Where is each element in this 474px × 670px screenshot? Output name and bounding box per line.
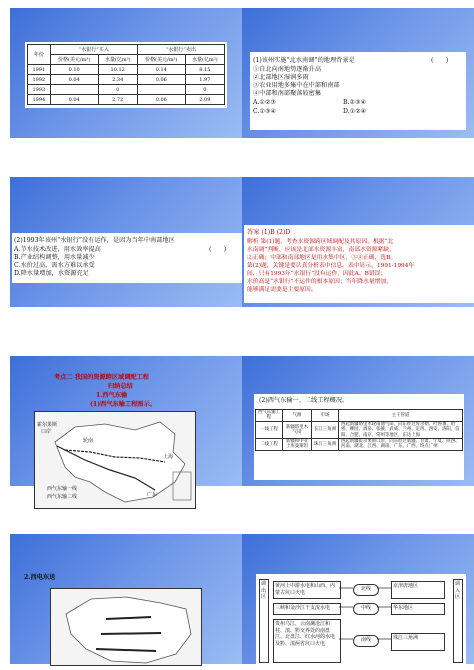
- channel-north: 北线: [353, 584, 379, 596]
- table-subheader: 水量(亿m³): [98, 55, 137, 65]
- analysis-line: 间，只有1993年“水银行”没有运作，因此A、B错误；: [247, 271, 387, 277]
- slide6-title-panel: [254, 394, 464, 408]
- table-cell: 0.14: [137, 65, 185, 75]
- point-heading: 1.西气东输: [96, 392, 128, 399]
- table-header-year: 年份: [28, 45, 51, 65]
- table-header: 气源: [283, 410, 312, 422]
- analysis-line: 第(2)题，关键是要认真分析表中信息。表中显示，1991-1994年: [247, 263, 415, 269]
- option-d: D.降水量增加，水资源充足: [14, 270, 89, 277]
- table-row: [28, 85, 225, 95]
- table-cell: 0.04: [50, 75, 98, 85]
- slide-3: [10, 177, 242, 307]
- point-subheading: (1)西气东输工程图示。: [90, 401, 156, 408]
- answer-bracket: ( ): [431, 57, 449, 64]
- table-cell: 1994: [28, 95, 51, 105]
- table-cell: 8.15: [185, 65, 224, 75]
- source-box-north: 黄河上中游水电和山西、内蒙古坑口火电: [273, 581, 341, 599]
- gas-pipeline-table-panel: [254, 408, 464, 480]
- option-a: A.①②③: [253, 99, 277, 106]
- statement-item: ④中部和南部聚落较密集: [253, 90, 322, 97]
- table-subheader: 价格(美元/m³): [50, 55, 98, 65]
- map-label: 上海: [163, 454, 174, 460]
- question-2-stem: (2)1993年该州“水银行”没有运作，是因为当年中南部地区: [14, 237, 175, 244]
- table-cell: 1992: [28, 75, 51, 85]
- source-box-middle: 三峡和金沙江干支流水电: [273, 603, 341, 615]
- question-1-stem: (1)该州实施“北水南调”的地理背景是: [253, 57, 355, 64]
- channel-south: 南线: [353, 635, 379, 647]
- slide-1: [10, 8, 242, 138]
- option-c: C.水价过高，需水方难以承受: [14, 262, 95, 269]
- map-label: 霍尔果斯: [37, 422, 58, 428]
- table-header: 西气东输工程: [256, 410, 283, 422]
- power-map-illustration: [51, 589, 201, 665]
- table-cell: 0.10: [50, 65, 98, 75]
- import-region-label: 调入区: [453, 579, 463, 663]
- analysis-line: ②正确；中部和南部地区是用水集中区，③④正确，选B。: [247, 255, 397, 261]
- option-d: D.①②④: [343, 108, 367, 115]
- slide-5: [10, 356, 242, 500]
- table-cell: 0: [185, 85, 224, 95]
- map-label: 口岸: [41, 429, 52, 435]
- table-cell: 二线工程: [256, 439, 283, 451]
- table-cell: 珠江三角洲: [312, 439, 339, 451]
- question-1-panel: [250, 52, 466, 130]
- table-cell: 2.34: [98, 75, 137, 85]
- table-row: [28, 65, 225, 75]
- table-header: 主干管道: [339, 410, 463, 422]
- slide7-title: 2.西电东送: [24, 574, 56, 581]
- west-east-power-map: [50, 588, 202, 666]
- statement-item: ②北部地区湿润多雨: [253, 74, 309, 81]
- slide-7: [10, 534, 242, 664]
- target-south: 珠江三角洲: [391, 633, 445, 651]
- option-b: B.产业结构调整，用水量减少: [14, 254, 95, 261]
- table-cell: [137, 85, 185, 95]
- slide-8: [242, 534, 474, 664]
- table-cell: 2.72: [98, 95, 137, 105]
- table-cell: 0.04: [50, 95, 98, 105]
- table-cell: 一线工程: [256, 421, 283, 438]
- statement-item: ①自北向南地势逐渐升高: [253, 66, 322, 73]
- statement-item: ③农业用地多集中在中部和南部: [253, 82, 340, 89]
- gas-pipeline-table: [255, 409, 463, 451]
- table-cell: [50, 85, 98, 95]
- table-cell: 0: [98, 85, 137, 95]
- table-cell: 0.06: [137, 75, 185, 85]
- analysis-line: 水南调”判断，应该是北部水资源丰富，南部水资源紧缺，: [247, 247, 395, 253]
- section-title: 考点二 我国的资源跨区域调配工程: [54, 374, 149, 381]
- table-header-sell: “水银行”卖出: [137, 45, 224, 55]
- table-cell: 长江三角洲: [312, 421, 339, 438]
- water-bank-table-panel: [25, 42, 227, 108]
- analysis-line: 能够满足需要是主要原因。: [247, 287, 317, 293]
- table-cell: 10.12: [98, 65, 137, 75]
- slide-4: [242, 177, 474, 307]
- summary-heading: 归纳总结: [108, 383, 133, 390]
- table-subheader: 价格(美元/m³): [137, 55, 185, 65]
- water-bank-table: [27, 44, 225, 105]
- target-north: 京津唐地区: [391, 581, 445, 599]
- table-cell: 2.09: [185, 95, 224, 105]
- table-cell: 新疆和中亚土库曼斯坦: [283, 439, 312, 451]
- analysis-line: 解析 第(1)题，考查水资源跨区域调配及其原因。根据“北: [247, 239, 394, 245]
- power-flow-diagram: [256, 574, 466, 666]
- slide-2: [242, 8, 474, 138]
- source-box-south: 贵州乌江，云南澜沧江和桂、滇、黔交界处的南盘江、北盘江、红水河的水电及黔、滇两省坑口火电: [273, 619, 341, 663]
- channel-middle: 中线: [353, 603, 379, 615]
- export-region-label: 调出区: [259, 579, 269, 663]
- target-middle: 华东地区: [391, 603, 445, 615]
- legend-line-2: 西气东输二线: [47, 494, 78, 500]
- table-cell: 0.06: [137, 95, 185, 105]
- table-header-buy: “水银行”买入: [50, 45, 137, 55]
- answer-panel: [244, 225, 474, 303]
- table-cell: 新疆塔里木气田: [283, 421, 312, 438]
- question-2-panel: [12, 233, 242, 283]
- table-header: 市场: [312, 410, 339, 422]
- option-a: A.节水技术改进，用水效率提高: [14, 246, 101, 253]
- map-label: 轮南: [83, 438, 94, 444]
- table-row: [28, 95, 225, 105]
- table-cell: 1.97: [185, 75, 224, 85]
- table-cell: 1991: [28, 65, 51, 75]
- slide-6: [242, 356, 474, 486]
- analysis-line: 水价高是“水银行”不运作的根本原因；当年降水量增加，: [247, 279, 393, 285]
- slide6-title: (2)西气东输一、二线工程概况。: [259, 397, 349, 404]
- table-cell: 1993: [28, 85, 51, 95]
- option-c: C.①③④: [253, 108, 277, 115]
- table-cell: 西起新疆霍尔果斯口岸，向东经过新疆、甘肃、宁夏、陕西、河南、湖北、江西、湖南、广东、广西，终点广州: [339, 439, 463, 451]
- answer-line: 答案 (1)B (2)D: [247, 229, 291, 236]
- answer-bracket: ( ): [209, 246, 227, 253]
- table-subheader: 水量(亿m³): [185, 55, 224, 65]
- west-east-gas-map: [34, 411, 196, 509]
- option-b: B.②③④: [343, 99, 367, 106]
- table-cell: 西起新疆塔里木轮南油气田，向东经过库尔勒、吐鲁番、哈密、柳园、酒泉、张掖、武威、兰州、定西、西安、洛阳、信阳、合肥、南京、常州等地区，东达上海: [339, 421, 463, 438]
- table-row: [28, 75, 225, 85]
- map-label: 广东: [147, 492, 158, 498]
- table-row: [256, 421, 463, 438]
- table-row: [256, 439, 463, 451]
- legend-line-1: 西气东输一线: [47, 486, 78, 492]
